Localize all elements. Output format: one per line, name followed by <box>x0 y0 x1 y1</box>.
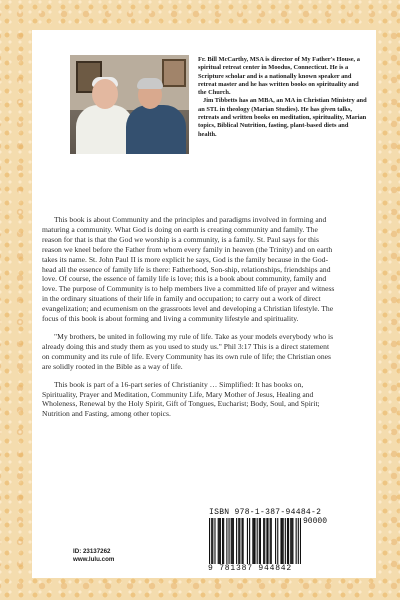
description-paragraph-1: This book is about Community and the principles and paradigms involved in forming and maturing a community. What God is doing on earth is creating community and family. The reason for that is that the God we worship is a community, is a family. St. Paul says for this reason we kneel before the Father from whom every family in heaven (the Trinity) and on earth takes its name. St. John Paul II is more explicit he says, God is the family because in the God-head all the essence of family life is there: Fatherhood, Son-ship, relationships, friendships and love. Of course, the essence of family life is love; this is a book about community, family and love. The purpose of Community is to help members live a committed life of prayer and witness in the ordinary situations of their life in family and occupation; to carry out a work of direct evangelization; and ecumenism on the grassroots level and developing a Christian lifestyle. The focus of this book is about forming and living a community lifestyle and spirituality. <box>42 215 335 324</box>
barcode-bar <box>292 518 293 564</box>
lulu-id: ID: 23137262 <box>73 548 111 555</box>
barcode-bar <box>231 518 232 564</box>
barcode-bar <box>254 518 255 564</box>
barcode-bar <box>253 518 254 564</box>
barcode-bar <box>239 518 240 564</box>
book-description <box>42 215 338 427</box>
barcode-bar <box>291 518 292 564</box>
barcode-bar <box>298 518 299 564</box>
price-code: 90000 <box>303 517 328 526</box>
isbn-barcode <box>205 507 345 575</box>
barcode-bar <box>220 518 221 564</box>
barcode-bar <box>257 518 258 564</box>
barcode-bar <box>218 518 219 564</box>
barcode-bar <box>211 518 212 564</box>
barcode-bar <box>233 518 234 564</box>
barcode-bar <box>275 518 276 564</box>
barcode-bar <box>277 518 278 564</box>
barcode-bar <box>228 518 229 564</box>
barcode-bar <box>214 518 215 564</box>
barcode-bar <box>266 518 267 564</box>
man-figure-icon <box>126 105 186 154</box>
barcode-bar <box>296 518 297 564</box>
barcode-bar <box>232 518 233 564</box>
publisher-id-box <box>73 548 145 572</box>
barcode-bar <box>263 518 264 564</box>
barcode-bar <box>212 518 213 564</box>
barcode-bar <box>222 518 223 564</box>
barcode-bar <box>271 518 272 564</box>
barcode-bar <box>260 518 261 564</box>
barcode-bar <box>264 518 265 564</box>
barcode-bar <box>249 518 250 564</box>
barcode-bar <box>219 518 220 564</box>
description-paragraph-3: This book is part of a 16-part series of Christianity … Simplified: It has books on, Spirituality, Prayer and Meditation, Community Life, Mary Mother of Jesus, Healing and Wholeness, Renewal by the Holy Spirit, Gift of Tongues, Eucharist; Body, Soul, and Spirit; Nutrition and Fasting, among other topics. <box>42 379 320 419</box>
barcode-bar <box>252 518 253 564</box>
barcode-bar <box>259 518 260 564</box>
barcode-bar <box>236 518 237 564</box>
lulu-url: www.lulu.com <box>73 556 115 563</box>
author-photo <box>70 55 189 154</box>
barcode-bar <box>226 518 227 564</box>
barcode-bar <box>223 518 224 564</box>
barcode-bar <box>282 518 283 564</box>
barcode-bar <box>288 518 289 564</box>
isbn-label: ISBN 978-1-387-94484-2 <box>209 508 322 517</box>
barcode-bar <box>243 518 244 564</box>
barcode-bar <box>285 518 286 564</box>
barcode-bar <box>290 518 291 564</box>
barcode-bar <box>267 518 268 564</box>
barcode-bars-icon <box>209 518 301 564</box>
description-paragraph-2: "My brothers, be united in following my rule of life. Take as your models everybody who is already doing this and study them as you used to study us." Phil 3:17 This is a direct statement on community and its rule of life. Every Community has its own rule of life; the Christian ones are solidly rooted in the Bible as a way of life. <box>42 331 334 371</box>
barcode-bar <box>280 518 281 564</box>
barcode-bar <box>209 518 210 564</box>
bio-paragraph-mccarthy: Fr. Bill McCarthy, MSA is director of My Father's House, a spiritual retreat center in Moodus, Connecticut. He is a Scripture scholar and is a nationally known speaker and retreat master and he has written books on spirituality and the Church. <box>198 56 360 97</box>
barcode-bar <box>238 518 239 564</box>
bio-paragraph-tibbetts: Jim Tibbetts has an MBA, an MA in Christian Ministry and an STL in theology (Marian Studies). He has given talks, retreats and written books on meditation, spirituality, Marian topics, Biblical Nutrition, fasting, plant-based diets and health. <box>198 97 367 138</box>
wall-picture-icon <box>162 59 186 87</box>
barcode-bar <box>270 518 271 564</box>
barcode-bar <box>247 518 248 564</box>
barcode-bar <box>283 518 284 564</box>
barcode-digits: 9 781387 944842 <box>208 564 293 573</box>
barcode-bar <box>287 518 288 564</box>
barcode-bar <box>241 518 242 564</box>
author-bio <box>198 56 368 139</box>
barcode-bar <box>300 518 301 564</box>
